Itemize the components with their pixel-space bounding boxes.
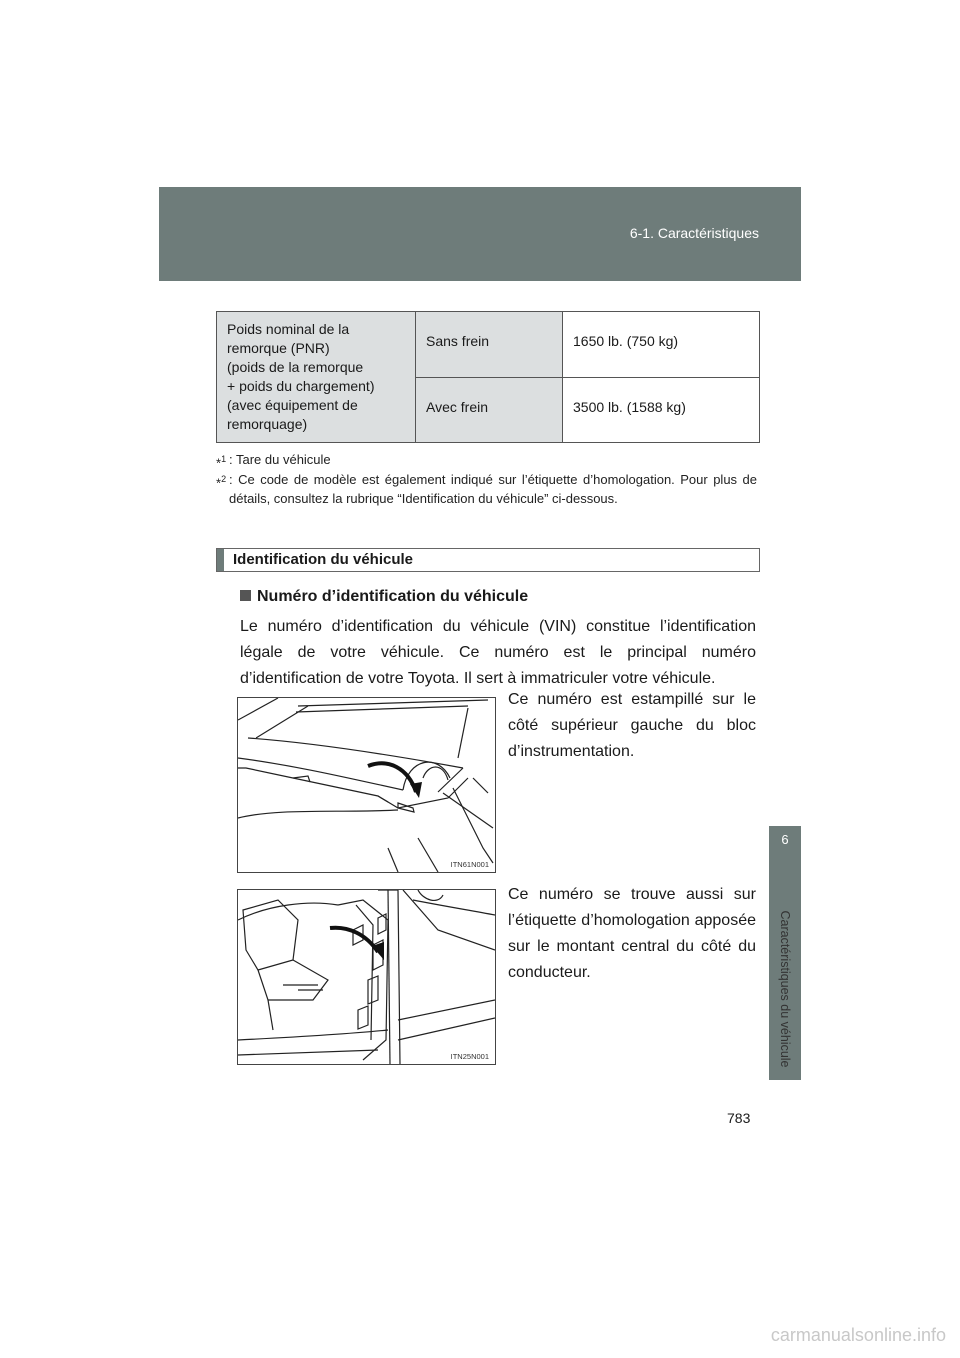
row-header-line: remorquage)	[227, 416, 308, 432]
figure-code: ITN61N001	[450, 860, 489, 869]
page-number: 783	[727, 1110, 751, 1126]
row-header-line: remorque (PNR)	[227, 340, 330, 356]
row-header-cell	[217, 312, 416, 443]
footnote-mark: *$^2$	[216, 474, 227, 491]
figure-caption: Ce numéro est estampillé sur le côté supérieur gauche du bloc d’instrumentation.	[508, 691, 756, 760]
row-header-line: Poids nominal de la	[227, 321, 350, 337]
footnote-mark: *$^1$	[216, 454, 227, 471]
value-cell: 3500 lb. (1588 kg)	[563, 377, 760, 443]
footnote-text: : Ce code de modèle est également indiqué sur l’étiquette d’homologation. Pour plus de détails, consultez la rubrique “Identification du véhicule” ci-dessous.	[229, 472, 757, 506]
dashboard-vin-illustration	[237, 697, 496, 873]
trailer-weight-table	[216, 311, 760, 443]
chapter-title-vertical	[769, 884, 801, 1094]
header-band	[159, 187, 801, 281]
row-header-line: + poids du chargement)	[227, 378, 375, 394]
section-title: 6-1. Caractéristiques	[629, 225, 759, 241]
subsection-heading-text: Numéro d’identification du véhicule	[257, 588, 529, 605]
row-header-line: (poids de la remorque	[227, 359, 364, 375]
chapter-title: Caractéristiques du véhicule	[778, 910, 792, 1068]
subsection-heading	[240, 588, 528, 606]
row-header-line: (avec équipement de	[227, 397, 358, 413]
footnote-2	[216, 470, 757, 508]
section-heading	[216, 548, 760, 572]
figure-caption: Ce numéro se trouve aussi sur l’étiquette d’homologation apposée sur le montant central du côté du conducteur.	[508, 886, 756, 981]
door-pillar-vin-illustration	[237, 889, 496, 1065]
intro-paragraph: Le numéro d’identification du véhicule (VIN) constitue l’identification légale de votre véhicule. Ce numéro est le principal numéro d’identification de votre Toyota. Il sert à immatriculer votre véhicule.	[240, 618, 756, 687]
figure-code: ITN25N001	[450, 1052, 489, 1061]
watermark: carmanualsonline.info	[770, 1325, 946, 1345]
condition-cell: Avec frein	[416, 377, 563, 443]
section-accent	[217, 549, 224, 571]
footnote-text: : Tare du véhicule	[229, 452, 331, 467]
condition-cell: Sans frein	[416, 312, 563, 378]
footnote-1	[216, 450, 743, 469]
section-heading-text: Identification du véhicule	[233, 551, 414, 568]
value-cell: 1650 lb. (750 kg)	[563, 312, 760, 378]
square-bullet-icon	[240, 590, 251, 601]
chapter-number: 6	[781, 832, 789, 847]
